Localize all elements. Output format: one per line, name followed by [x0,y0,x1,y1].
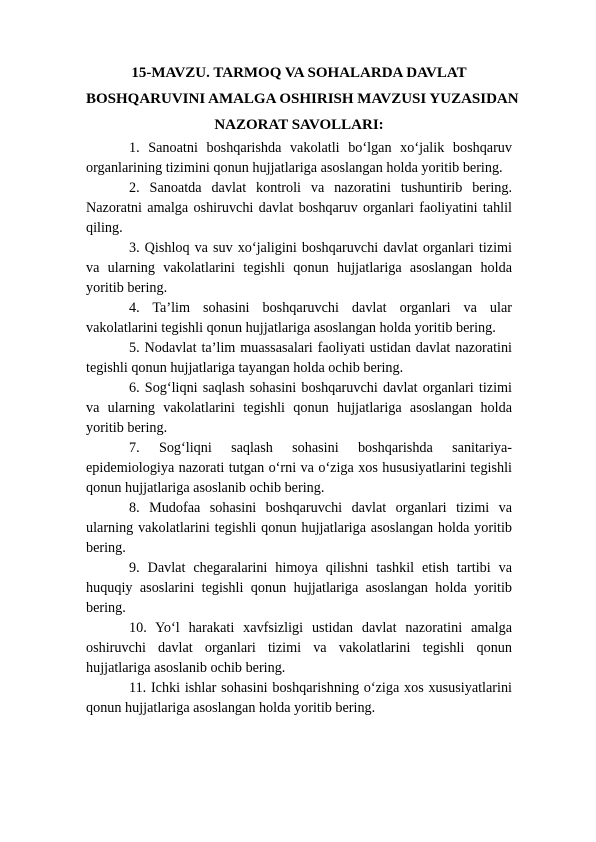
question-item-1: 1. Sanoatni boshqarishda vakolatli bo‘lgan xo‘jalik boshqaruv organlarining tizimini qonun hujjatlariga asoslangan holda yoritib bering. [86,140,512,176]
title-line-3: NAZORAT SAVOLLARI: [214,117,384,133]
question-item-9: 9. Davlat chegaralarini himoya qilishni tashkil etish tartibi va huquqiy asoslarini tegishli qonun hujjatlariga asoslangan holda yoritib bering. [86,560,512,616]
question-list [86,138,512,718]
question-item-8: 8. Mudofaa sohasini boshqaruvchi davlat organlari tizimi va ularning vakolatlarini tegishli qonun hujjatlariga asoslangan holda yoritib bering. [86,500,512,556]
question-item-7: 7. Sog‘liqni saqlash sohasini boshqarishda sanitariya-epidemiologiya nazorati tutgan o‘rni va o‘ziga xos hususiyatlarini tegishli qonun hujjatlariga asoslanib ochib bering. [86,440,512,496]
question-item-4: 4. Ta’lim sohasini boshqaruvchi davlat organlari va ular vakolatlarini tegishli qonun hujjatlariga asoslangan holda yoritib bering. [86,300,512,336]
page-title [86,60,519,138]
question-item-6: 6. Sog‘liqni saqlash sohasini boshqaruvchi davlat organlari tizimi va ularning vakolatlarini tegishli qonun hujjatlariga asoslangan holda yoritib bering. [86,380,512,436]
title-line-2: BOSHQARUVINI AMALGA OSHIRISH MAVZUSI YUZASIDAN [86,91,519,107]
question-item-5: 5. Nodavlat ta’lim muassasalari faoliyati ustidan davlat nazoratini tegishli qonun hujjatlariga tayangan holda ochib bering. [86,340,512,376]
question-item-3: 3. Qishloq va suv xo‘jaligini boshqaruvchi davlat organlari tizimi va ularning vakolatlarini tegishli qonun hujjatlariga asoslangan holda yoritib bering. [86,240,512,296]
title-line-1: 15-MAVZU. TARMOQ VA SOHALARDA DAVLAT [131,65,467,81]
question-item-11: 11. Ichki ishlar sohasini boshqarishning o‘ziga xos xususiyatlarini qonun hujjatlariga asoslangan holda yoritib bering. [86,680,512,716]
question-item-10: 10. Yo‘l harakati xavfsizligi ustidan davlat nazoratini amalga oshiruvchi davlat organlari tizimi va vakolatlarini tegishli qonun hujjatlariga asoslanib ochib bering. [86,620,512,676]
question-item-2: 2. Sanoatda davlat kontroli va nazoratini tushuntirib bering. Nazoratni amalga oshiruvchi davlat boshqaruv organlari faoliyatini tahlil qiling. [86,180,512,236]
